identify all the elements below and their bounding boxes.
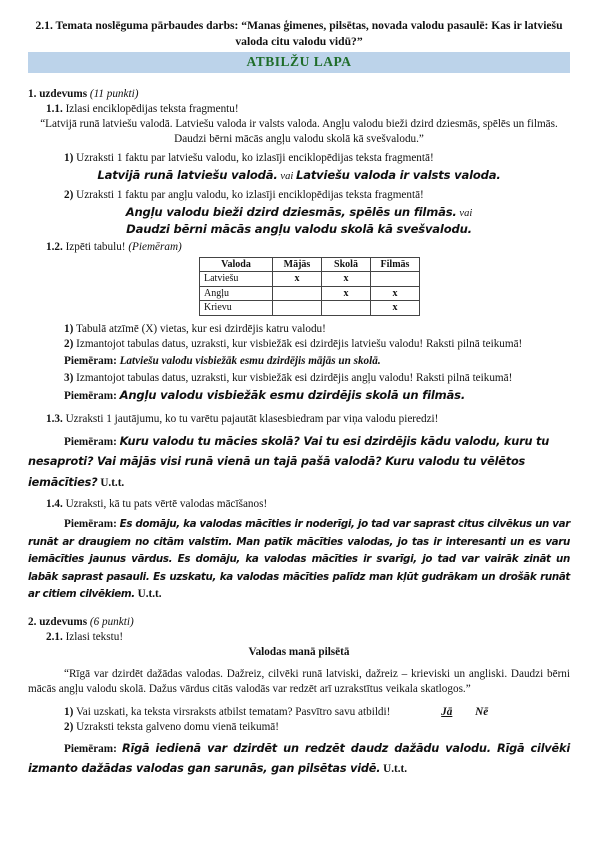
task2-p2-answer: Rīgā iedienā var dzirdēt un redzēt daudz dažādu valodu. Rīgā cilvēki izmanto dažādas valodas gan sarunās, gan pilsētas vidē. [28, 741, 570, 776]
task2-points: (6 punkti) [89, 616, 134, 629]
yes-no-options [441, 705, 508, 720]
task2-p2-text: Uzraksti teksta galveno domu vienā teikumā! [76, 720, 279, 733]
example-label: Piemēram: [64, 435, 117, 448]
q13-answer-block [28, 432, 570, 494]
table-row [200, 272, 420, 287]
task2-p1-text: Vai uzskati, ka teksta virsraksts atbilst tematam? Pasvītro savu atbildi! [75, 705, 391, 718]
table-cell [371, 272, 420, 287]
q12-note: (Piemēram) [128, 240, 182, 253]
table-header-cell: Skolā [322, 257, 371, 272]
task1-q13 [28, 412, 570, 427]
task2-p2-answer-block [28, 739, 570, 779]
q21-text: Izlasi tekstu! [65, 631, 124, 644]
q13-etc: U.t.t. [100, 476, 125, 489]
table-cell [322, 301, 371, 316]
t2-text: Izmantojot tabulas datus, uzraksti, kur visbiežāk esi dzirdējis latviešu valodu! Raksti pilnā teikumā! [76, 337, 523, 350]
q11-text: Izlasi enciklopēdijas teksta fragmentu! [65, 102, 239, 115]
q14-etc: U.t.t. [137, 587, 162, 600]
task2-q21 [28, 630, 570, 645]
language-table [199, 257, 420, 316]
answer-yes[interactable]: Jā [441, 705, 453, 718]
task2-p2 [28, 720, 570, 735]
t2-number: 2) [64, 337, 74, 350]
q12-number: 1.2. [46, 240, 63, 253]
task2-etc: U.t.t. [383, 763, 408, 776]
task1-q12 [28, 240, 570, 255]
task1-heading [28, 87, 570, 102]
page-title: 2.1. Temata noslēguma pārbaudes darbs: “Manas ģimenes, pilsētas, novada valodu pasaulē: Kas ir latviešu valoda citu valodu vidū?” [35, 19, 563, 49]
p1-number: 1) [64, 152, 74, 165]
task2-label: 2. uzdevums [28, 616, 88, 629]
task1-p2 [28, 188, 570, 203]
q14-number: 1.4. [46, 498, 63, 511]
q13-answer: Kuru valodu tu mācies skolā? Vai tu esi dzirdējis kādu valodu, kuru tu nesaproti? Vai mājās visi runā vienā un tajā pašā valodā? Kuru valodu tu vēlētos iemācīties? [28, 434, 550, 489]
task1-points: (11 punkti) [89, 87, 139, 100]
example-label: Piemēram: [64, 518, 117, 531]
q11-number: 1.1. [46, 102, 63, 115]
t1-text: Tabulā atzīmē (X) vietas, kur esi dzirdējis katru valodu! [75, 322, 326, 335]
q21-number: 2.1. [46, 631, 63, 644]
table-cell: x [322, 272, 371, 287]
q12-text: Izpēti tabulu! [65, 240, 126, 253]
table-cell: x [273, 272, 322, 287]
task1-t1 [28, 322, 570, 337]
encyclopedia-quote: “Latvijā runā latviešu valodā. Latviešu valoda ir valsts valoda. Angļu valodu bieži dzird dziesmās, spēlēs un filmās. Daudzi bērni mācās angļu valodu skolā kā svešvalodu.” [40, 117, 558, 145]
table-cell: Latviešu [200, 272, 273, 287]
answer-2 [28, 205, 570, 237]
answer-1-part2: Latviešu valoda ir valsts valoda. [296, 168, 501, 183]
example-label: Piemēram: [64, 390, 117, 403]
task2-p2-number: 2) [64, 720, 74, 733]
answer-2-part2: Daudzi bērni mācās angļu valodu skolā kā svešvalodu. [126, 221, 472, 236]
task1-q11 [28, 102, 570, 117]
t3-number: 3) [64, 372, 74, 385]
t1-number: 1) [64, 322, 74, 335]
task1-label: 1. uzdevums [28, 87, 88, 100]
task1-t3 [28, 371, 570, 386]
table-cell: x [322, 286, 371, 301]
table-cell: x [371, 286, 420, 301]
task1-t3-answer [28, 388, 570, 404]
table-row [200, 286, 420, 301]
p2-number: 2) [64, 189, 74, 202]
q13-number: 1.3. [46, 413, 63, 426]
q13-text: Uzraksti 1 jautājumu, ko tu varētu pajautāt klasesbiedram par viņa valodu pieredzi! [65, 413, 439, 426]
reading-text-body: “Rīgā var dzirdēt dažādas valodas. Dažreiz, cilvēki runā latviski, dažreiz – krieviski un angliski. Daudzi bērni mācās angļu valodu skolā. Dažus vārdus citās valodās var redzēt arī uzrakstītus veikala skatlogos.” [28, 667, 570, 695]
task1-q14 [28, 497, 570, 512]
answer-2-or: vai [459, 208, 473, 220]
reading-text-title: Valodas manā pilsētā [248, 646, 350, 659]
q14-answer: Es domāju, ka valodas mācīties ir noderīgi, jo tad var saprast citus cilvēkus un var runāt ar draugiem no citām valstīm. Man patīk mācīties valodas, jo tas ir interesanti un es varu iemācīties jaunus vārdus. Es domāju, ka valodas mācīties ir svarīgi, jo tad var vairāk zināt un labāk saprast pasauli. Es uzskatu, ka valodas mācīties palīdz man kļūt gudrākam un drošāk runāt ar citiem cilvēkiem. [28, 518, 570, 600]
q14-answer-block [28, 516, 570, 603]
task1-p1 [28, 151, 570, 166]
table-header-row [200, 257, 420, 272]
answer-1-part1: Latvijā runā latviešu valodā. [97, 168, 278, 183]
task1-t2-answer [28, 354, 570, 369]
q14-text: Uzraksti, kā tu pats vērtē valodas mācīšanos! [65, 498, 268, 511]
table-cell [273, 301, 322, 316]
answer-no[interactable]: Nē [475, 705, 489, 718]
table-cell [273, 286, 322, 301]
answer-2-part1: Angļu valodu bieži dzird dziesmās, spēlēs un filmās. [125, 205, 457, 220]
table-row [200, 301, 420, 316]
table-header-cell: Filmās [371, 257, 420, 272]
task1-t2 [28, 337, 570, 352]
task2-heading [28, 615, 570, 630]
table-header-cell: Mājās [273, 257, 322, 272]
t2-answer: Latviešu valodu visbiežāk esmu dzirdējis mājās un skolā. [119, 355, 381, 368]
answer-1 [28, 168, 570, 184]
table-cell: x [371, 301, 420, 316]
answer-sheet-banner: ATBILŽU LAPA [28, 52, 570, 72]
table-header-cell: Valoda [200, 257, 273, 272]
p2-text: Uzraksti 1 faktu par angļu valodu, ko izlasīji enciklopēdijas teksta fragmentā! [76, 189, 424, 202]
p1-text: Uzraksti 1 faktu par latviešu valodu, ko izlasīji enciklopēdijas teksta fragmentā! [76, 152, 434, 165]
table-cell: Angļu [200, 286, 273, 301]
example-label: Piemēram: [64, 742, 117, 755]
example-label: Piemēram: [64, 355, 117, 368]
t3-answer: Angļu valodu visbiežāk esmu dzirdējis skolā un filmās. [119, 388, 466, 403]
task2-p1-number: 1) [64, 705, 74, 718]
t3-text: Izmantojot tabulas datus, uzraksti, kur visbiežāk esi dzirdējis angļu valodu! Raksti pilnā teikumā! [76, 372, 513, 385]
answer-1-or: vai [280, 171, 294, 183]
table-cell: Krievu [200, 301, 273, 316]
task2-p1 [28, 705, 570, 720]
